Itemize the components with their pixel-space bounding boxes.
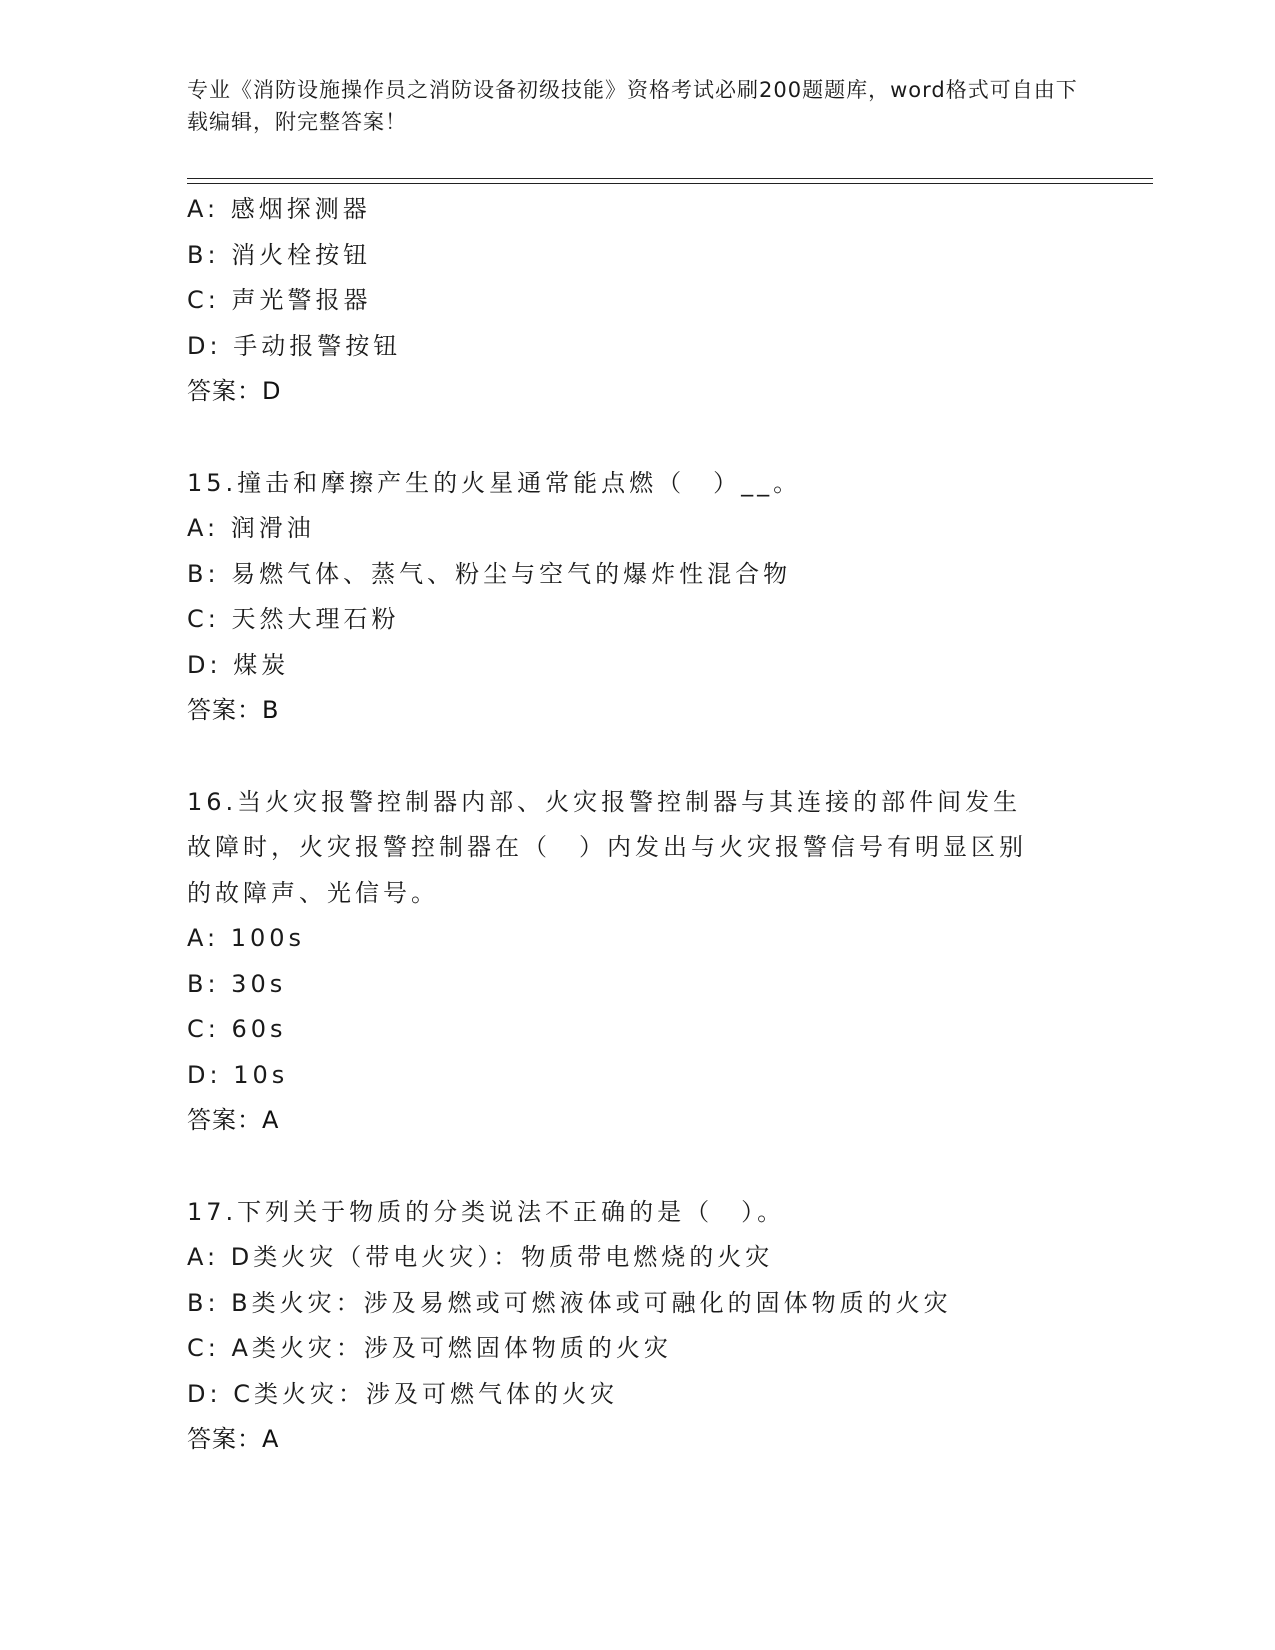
option-d: D: C类火灾：涉及可燃气体的火灾 bbox=[187, 1379, 618, 1408]
spacer bbox=[187, 415, 1087, 461]
option-c: C: 天然大理石粉 bbox=[187, 605, 400, 633]
option-a: A: 感烟探测器 bbox=[187, 195, 371, 223]
header-divider bbox=[187, 178, 1153, 184]
option-a: A: D类火灾（带电火灾）：物质带电燃烧的火灾 bbox=[187, 1243, 774, 1271]
spacer bbox=[187, 734, 1087, 780]
question-14-continued bbox=[187, 187, 1087, 415]
spacer bbox=[187, 1144, 1087, 1190]
question-16 bbox=[187, 780, 1087, 1144]
option-b: B: B类火灾：涉及易燃或可燃液体或可融化的固体物质的火灾 bbox=[187, 1288, 952, 1317]
document-body bbox=[187, 187, 1087, 1463]
option-c: C: A类火灾：涉及可燃固体物质的火灾 bbox=[187, 1334, 672, 1362]
answer: 答案：B bbox=[187, 696, 280, 724]
question-15 bbox=[187, 461, 1087, 734]
question-stem: 15.撞击和摩擦产生的火星通常能点燃（ ）__。 bbox=[187, 468, 802, 497]
question-stem: 16.当火灾报警控制器内部、火灾报警控制器与其连接的部件间发生故障时，火灾报警控制器在（ ）内发出与火灾报警信号有明显区别的故障声、光信号。 bbox=[187, 787, 1027, 907]
question-stem: 17.下列关于物质的分类说法不正确的是（ ）。 bbox=[187, 1197, 786, 1226]
option-b: B: 30s bbox=[187, 969, 287, 998]
option-d: D: 手动报警按钮 bbox=[187, 331, 402, 360]
option-b: B: 易燃气体、蒸气、粉尘与空气的爆炸性混合物 bbox=[187, 559, 792, 588]
option-d: D: 10s bbox=[187, 1060, 289, 1089]
document-header: 专业《消防设施操作员之消防设备初级技能》资格考试必刷200题题库，word格式可自由下载编辑，附完整答案！ bbox=[187, 78, 1078, 134]
option-d: D: 煤炭 bbox=[187, 650, 290, 679]
option-a: A: 100s bbox=[187, 924, 306, 952]
answer: 答案：D bbox=[187, 377, 282, 405]
option-b: B: 消火栓按钮 bbox=[187, 240, 372, 269]
answer: 答案：A bbox=[187, 1106, 280, 1134]
option-c: C: 60s bbox=[187, 1015, 287, 1043]
answer: 答案：A bbox=[187, 1425, 280, 1453]
question-17 bbox=[187, 1190, 1087, 1463]
option-a: A: 润滑油 bbox=[187, 514, 315, 542]
option-c: C: 声光警报器 bbox=[187, 286, 372, 314]
